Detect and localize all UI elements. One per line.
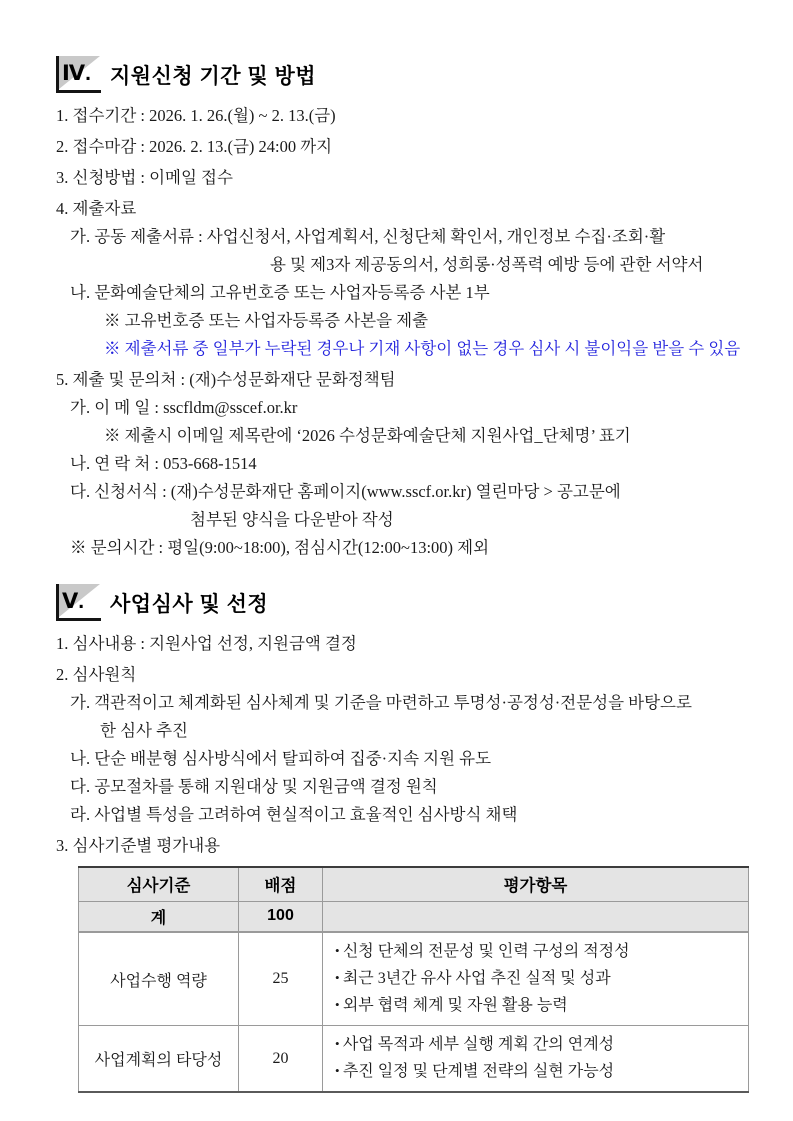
doc-line-criteria-heading: 3. 심사기준별 평가내용 [56, 836, 221, 855]
section-application [56, 56, 749, 562]
points-cell: 20 [239, 1026, 323, 1093]
evaluation-item: • 최근 3년간 유사 사업 추진 실적 및 성과 [335, 965, 740, 992]
section-5-corner-marker-icon [56, 584, 101, 621]
section-5-heading [56, 584, 749, 621]
doc-line-principle-a: 가. 객관적이고 체계화된 심사체계 및 기준을 마련하고 투명성·공정성·전문성을 바탕으로 [70, 693, 692, 712]
doc-line-note-copy: ※ 고유번호증 또는 사업자등록증 사본을 제출 [104, 311, 429, 330]
section-4-corner-marker-icon [56, 56, 101, 93]
doc-line-common-docs: 가. 공동 제출서류 : 사업신청서, 사업계획서, 신청단체 확인서, 개인정보 수집·조회·활 [70, 227, 666, 246]
section-4-numeral: Ⅳ. [62, 62, 91, 85]
doc-line-note-penalty: ※ 제출서류 중 일부가 누락된 경우나 기재 사항이 없는 경우 심사 시 불이익을 받을 수 있음 [104, 339, 741, 358]
doc-line-note-email-title: ※ 제출시 이메일 제목란에 ‘2026 수성문화예술단체 지원사업_단체명’ 표기 [104, 426, 631, 445]
evaluation-item: • 외부 협력 체계 및 자원 활용 능력 [335, 992, 740, 1019]
evaluation-item: • 신청 단체의 전문성 및 인력 구성의 적정성 [335, 938, 740, 965]
doc-line-receipt-deadline: 2. 접수마감 : 2026. 2. 13.(금) 24:00 까지 [56, 137, 333, 156]
section-4-heading [56, 56, 749, 93]
evaluation-items-cell [323, 1026, 749, 1093]
doc-line-email: 가. 이 메 일 : sscfldm@sscef.or.kr [70, 398, 298, 417]
col-header-criteria: 심사기준 [79, 867, 239, 901]
doc-line-principle-b: 나. 단순 배분형 심사방식에서 탈피하여 집중·지속 지원 유도 [70, 749, 492, 768]
doc-line-review-content: 1. 심사내용 : 지원사업 선정, 지원금액 결정 [56, 634, 357, 653]
criteria-table [78, 866, 749, 1093]
section-review [56, 584, 749, 1093]
doc-line-submit-materials: 4. 제출자료 [56, 199, 137, 218]
doc-line-apply-method: 3. 신청방법 : 이메일 접수 [56, 168, 233, 187]
doc-line-principle-d: 라. 사업별 특성을 고려하여 현실적이고 효율적인 심사방식 채택 [70, 805, 518, 824]
section-5-title: 사업심사 및 선정 [110, 592, 269, 616]
doc-line-inquiry-hours: ※ 문의시간 : 평일(9:00~18:00), 점심시간(12:00~13:00) 제외 [70, 538, 490, 557]
doc-line-receipt-period: 1. 접수기간 : 2026. 1. 26.(월) ~ 2. 13.(금) [56, 106, 336, 125]
doc-line-registration-copy: 나. 문화예술단체의 고유번호증 또는 사업자등록증 사본 1부 [70, 283, 490, 302]
points-cell: 25 [239, 932, 323, 1026]
total-empty-cell [323, 901, 749, 932]
doc-line-review-principle: 2. 심사원칙 [56, 665, 137, 684]
table-total-row [79, 901, 749, 932]
criteria-cell: 사업수행 역량 [79, 932, 239, 1026]
col-header-points: 배점 [239, 867, 323, 901]
doc-line-phone: 나. 연 락 처 : 053-668-1514 [70, 454, 257, 473]
table-row [79, 932, 749, 1026]
section-5-numeral: Ⅴ. [62, 590, 85, 613]
table-header-row [79, 867, 749, 901]
evaluation-items-cell [323, 932, 749, 1026]
doc-line-contact-office: 5. 제출 및 문의처 : (재)수성문화재단 문화정책팀 [56, 370, 396, 389]
total-points: 100 [239, 901, 323, 932]
doc-line-principle-c: 다. 공모절차를 통해 지원대상 및 지원금액 결정 원칙 [70, 777, 438, 796]
doc-line-principle-a-cont: 한 심사 추진 [100, 721, 188, 740]
total-label: 계 [79, 901, 239, 932]
doc-line-form-download: 다. 신청서식 : (재)수성문화재단 홈페이지(www.sscf.or.kr) 열린마당 > 공고문에 [70, 482, 621, 501]
section-4-title: 지원신청 기간 및 방법 [110, 64, 317, 88]
evaluation-item: • 추진 일정 및 단계별 전략의 실현 가능성 [335, 1058, 740, 1085]
evaluation-item: • 사업 목적과 세부 실행 계획 간의 연계성 [335, 1031, 740, 1058]
col-header-evaluation: 평가항목 [323, 867, 749, 901]
doc-line-form-download-cont: 첨부된 양식을 다운받아 작성 [190, 510, 394, 529]
doc-line-common-docs-cont: 용 및 제3자 제공동의서, 성희롱·성폭력 예방 등에 관한 서약서 [270, 255, 704, 274]
table-row [79, 1026, 749, 1093]
criteria-cell: 사업계획의 타당성 [79, 1026, 239, 1093]
